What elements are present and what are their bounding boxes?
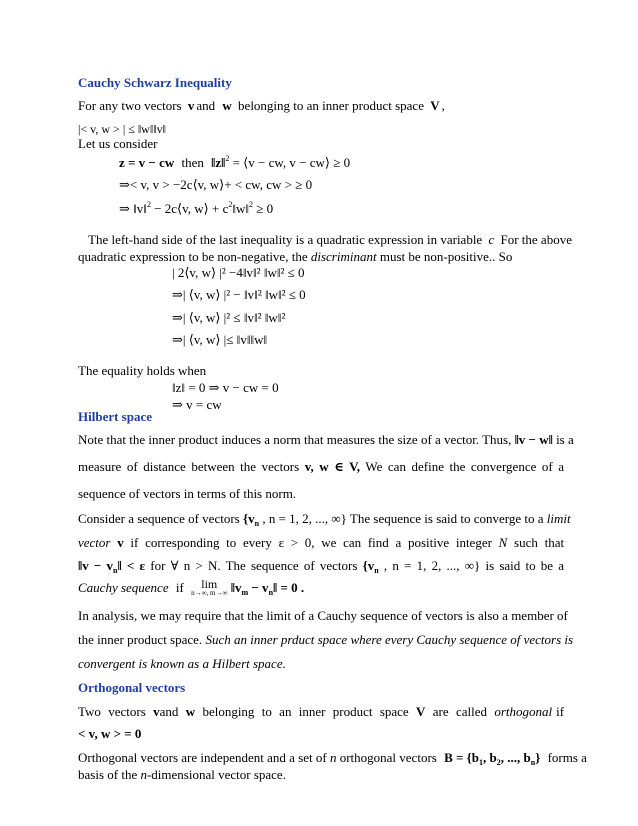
hilbert-line-5: vector v if corresponding to every ε > 0, we can find a positive integer N such that (78, 535, 565, 550)
csi-let-us-consider: Let us consider (78, 136, 158, 151)
csi-equality-1: ‖z‖ = 0 ⇒ v − cw = 0 (172, 380, 279, 395)
csi-equation-2: ⇒< v, v > −2c⟨v, w⟩+ < cw, cw > ≥ 0 (119, 177, 313, 192)
hilbert-line-6: ‖v − $v_n‖ < \varepsilon$ for ∀ n > N. The sequence of vectors {$v_n$ , n = 1, 2, ..., ∞} is said to be a (78, 558, 565, 575)
csi-paragraph-line-1: The left-hand side of the last inequality is a quadratic expression in variable c For the above (88, 232, 572, 247)
csi-equality-holds: The equality holds when (78, 363, 207, 378)
section-title-cauchy-schwarz: Cauchy Schwarz Inequality (78, 75, 232, 90)
hilbert-line-1: Note that the inner product induces a norm that measures the size of a vector. Thus, ‖v − w‖ is a (78, 432, 574, 447)
csi-equality-2: ⇒ v = cw (172, 397, 222, 412)
hilbert-line-7: Cauchy sequence if lim n→∞, m→∞ $‖v_m$ − $v_n‖ = 0$ . (78, 577, 305, 598)
hilbert-line-8: In analysis, we may require that the limit of a Cauchy sequence of vectors is also a member of (78, 608, 568, 623)
hilbert-line-2: measure of distance between the vectors v, w ∈ V, We can define the convergence of a (78, 459, 565, 474)
csi-inequality: |< v, w > | ≤ ‖w‖‖v‖ (78, 122, 166, 136)
section-title-hilbert-space: Hilbert space (78, 409, 153, 424)
csi-discriminant-4: ⇒| ⟨v, w⟩ |≤ ‖v‖‖w‖ (172, 332, 268, 347)
csi-discriminant-3: ⇒| ⟨v, w⟩ |² ≤ ‖v‖² ‖w‖² (172, 310, 286, 325)
section-title-orthogonal-vectors: Orthogonal vectors (78, 680, 186, 695)
ortho-line-2: < v, w > = 0 (78, 726, 142, 741)
ortho-line-3: Orthogonal vectors are independent and a set of n orthogonal vectors $B = \{b_1$, $b_2$, ..., $b_n$} forms a (78, 750, 587, 767)
csi-discriminant-1: | 2⟨v, w⟩ |² −4‖v‖² ‖w‖² ≤ 0 (172, 265, 305, 280)
hilbert-line-9: the inner product space. Such an inner prduct space where every Cauchy sequence of vectors is (78, 632, 574, 647)
csi-equation-3: ⇒ ‖v‖$^2$ − 2c⟨v, w⟩ + $c^2‖w‖^2 \ge 0$ (119, 200, 274, 216)
hilbert-line-4: Consider a sequence of vectors {$v_n$ , n = 1, 2, ..., ∞} The sequence is said to converge to a limit (78, 511, 571, 528)
csi-intro: For any two vectors v and w belonging to an inner product space V , (78, 98, 445, 113)
csi-paragraph-line-2: quadratic expression to be non-negative, the discriminant must be non-positive.. So (78, 249, 513, 264)
csi-equation-1: z = v − cw then ‖z‖$^2$ = ⟨v − cw, v − cw⟩ ≥ 0 (119, 154, 351, 170)
limit-operator: lim n→∞, m→∞ (191, 577, 228, 598)
ortho-line-4: basis of the n-dimensional vector space. (78, 767, 286, 782)
ortho-line-1: Two vectors vand w belonging to an inner product space V are called orthogonal if (78, 704, 565, 719)
csi-discriminant-2: ⇒| ⟨v, w⟩ |² − ‖v‖² ‖w‖² ≤ 0 (172, 287, 306, 302)
hilbert-line-10: convergent is known as a Hilbert space. (78, 656, 286, 671)
hilbert-line-3: sequence of vectors in terms of this norm. (78, 486, 297, 501)
